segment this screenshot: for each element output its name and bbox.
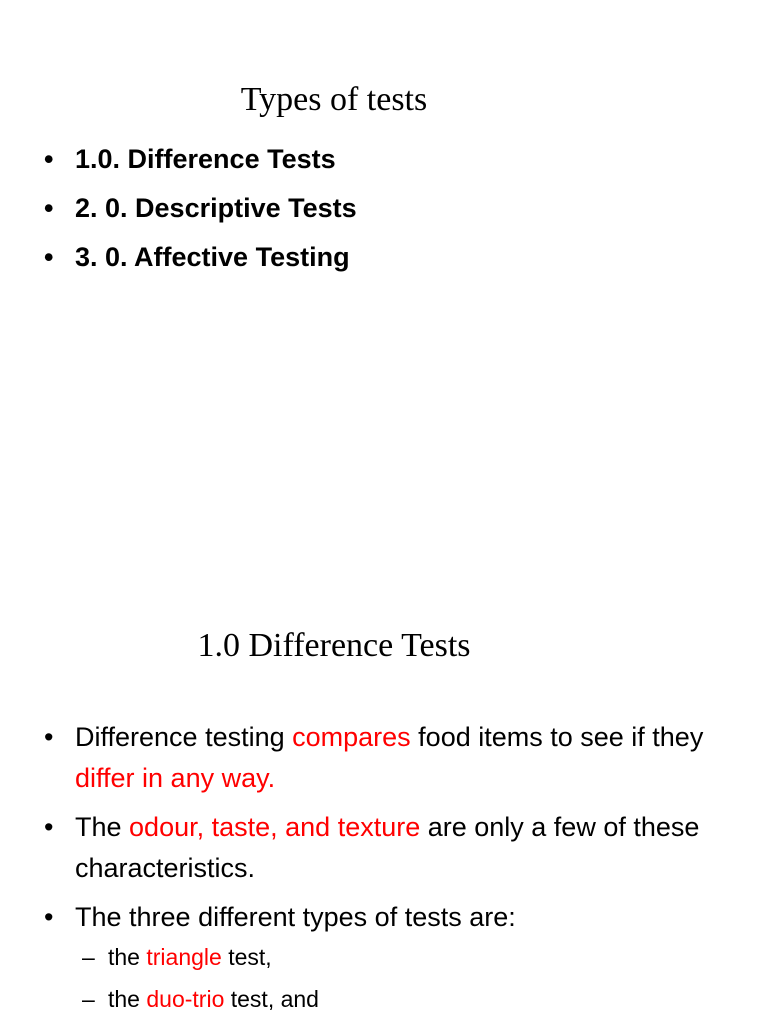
bullet-text: The three different types of tests are:: [75, 902, 516, 932]
bullet-icon: •: [44, 242, 54, 272]
bullet-label: 3. 0. Affective Testing: [75, 242, 350, 272]
bullet-item-three-types: [0, 897, 735, 938]
bullet-text: The: [75, 812, 130, 842]
bullet-icon: •: [44, 902, 54, 932]
bullet-item-descriptive-tests: [0, 189, 357, 227]
sub-text: the: [108, 986, 147, 1012]
highlight-text: triangle: [146, 944, 222, 970]
slide-difference-tests: [0, 512, 768, 1024]
highlight-text: duo-trio: [146, 986, 225, 1012]
bullet-label: 2. 0. Descriptive Tests: [75, 193, 357, 223]
slide-title: 1.0 Difference Tests: [197, 627, 471, 664]
bullet-icon: •: [44, 812, 54, 842]
bullet-label: 1.0. Difference Tests: [75, 144, 336, 174]
bullet-text: Difference testing: [75, 722, 293, 752]
bullet-text: are only a few of these characteristics.: [75, 812, 700, 883]
highlight-text: differ in any way.: [75, 763, 276, 793]
sub-bullet-triangle: [0, 940, 319, 974]
sub-text: the: [108, 944, 147, 970]
slide-title: Types of tests: [240, 81, 428, 118]
bullet-text: food items to see if they: [410, 722, 704, 752]
sub-text: test, and: [224, 986, 319, 1012]
sub-bullet-duo-trio: [0, 982, 319, 1016]
bullet-item-difference-tests: [0, 140, 357, 178]
highlight-text: odour, taste, and texture: [129, 812, 421, 842]
bullet-icon: •: [44, 193, 54, 223]
highlight-text: compares: [292, 722, 411, 752]
dash-icon: –: [82, 986, 95, 1012]
sub-bullet-list: [0, 940, 319, 1024]
bullet-item-characteristics: [0, 807, 735, 889]
bullet-icon: •: [44, 722, 54, 752]
bullet-list: [0, 140, 357, 287]
sub-text: test,: [221, 944, 272, 970]
bullet-icon: •: [44, 144, 54, 174]
dash-icon: –: [82, 944, 95, 970]
bullet-item-affective-testing: [0, 238, 357, 276]
bullet-list: [0, 717, 735, 946]
bullet-item-compares: [0, 717, 735, 799]
